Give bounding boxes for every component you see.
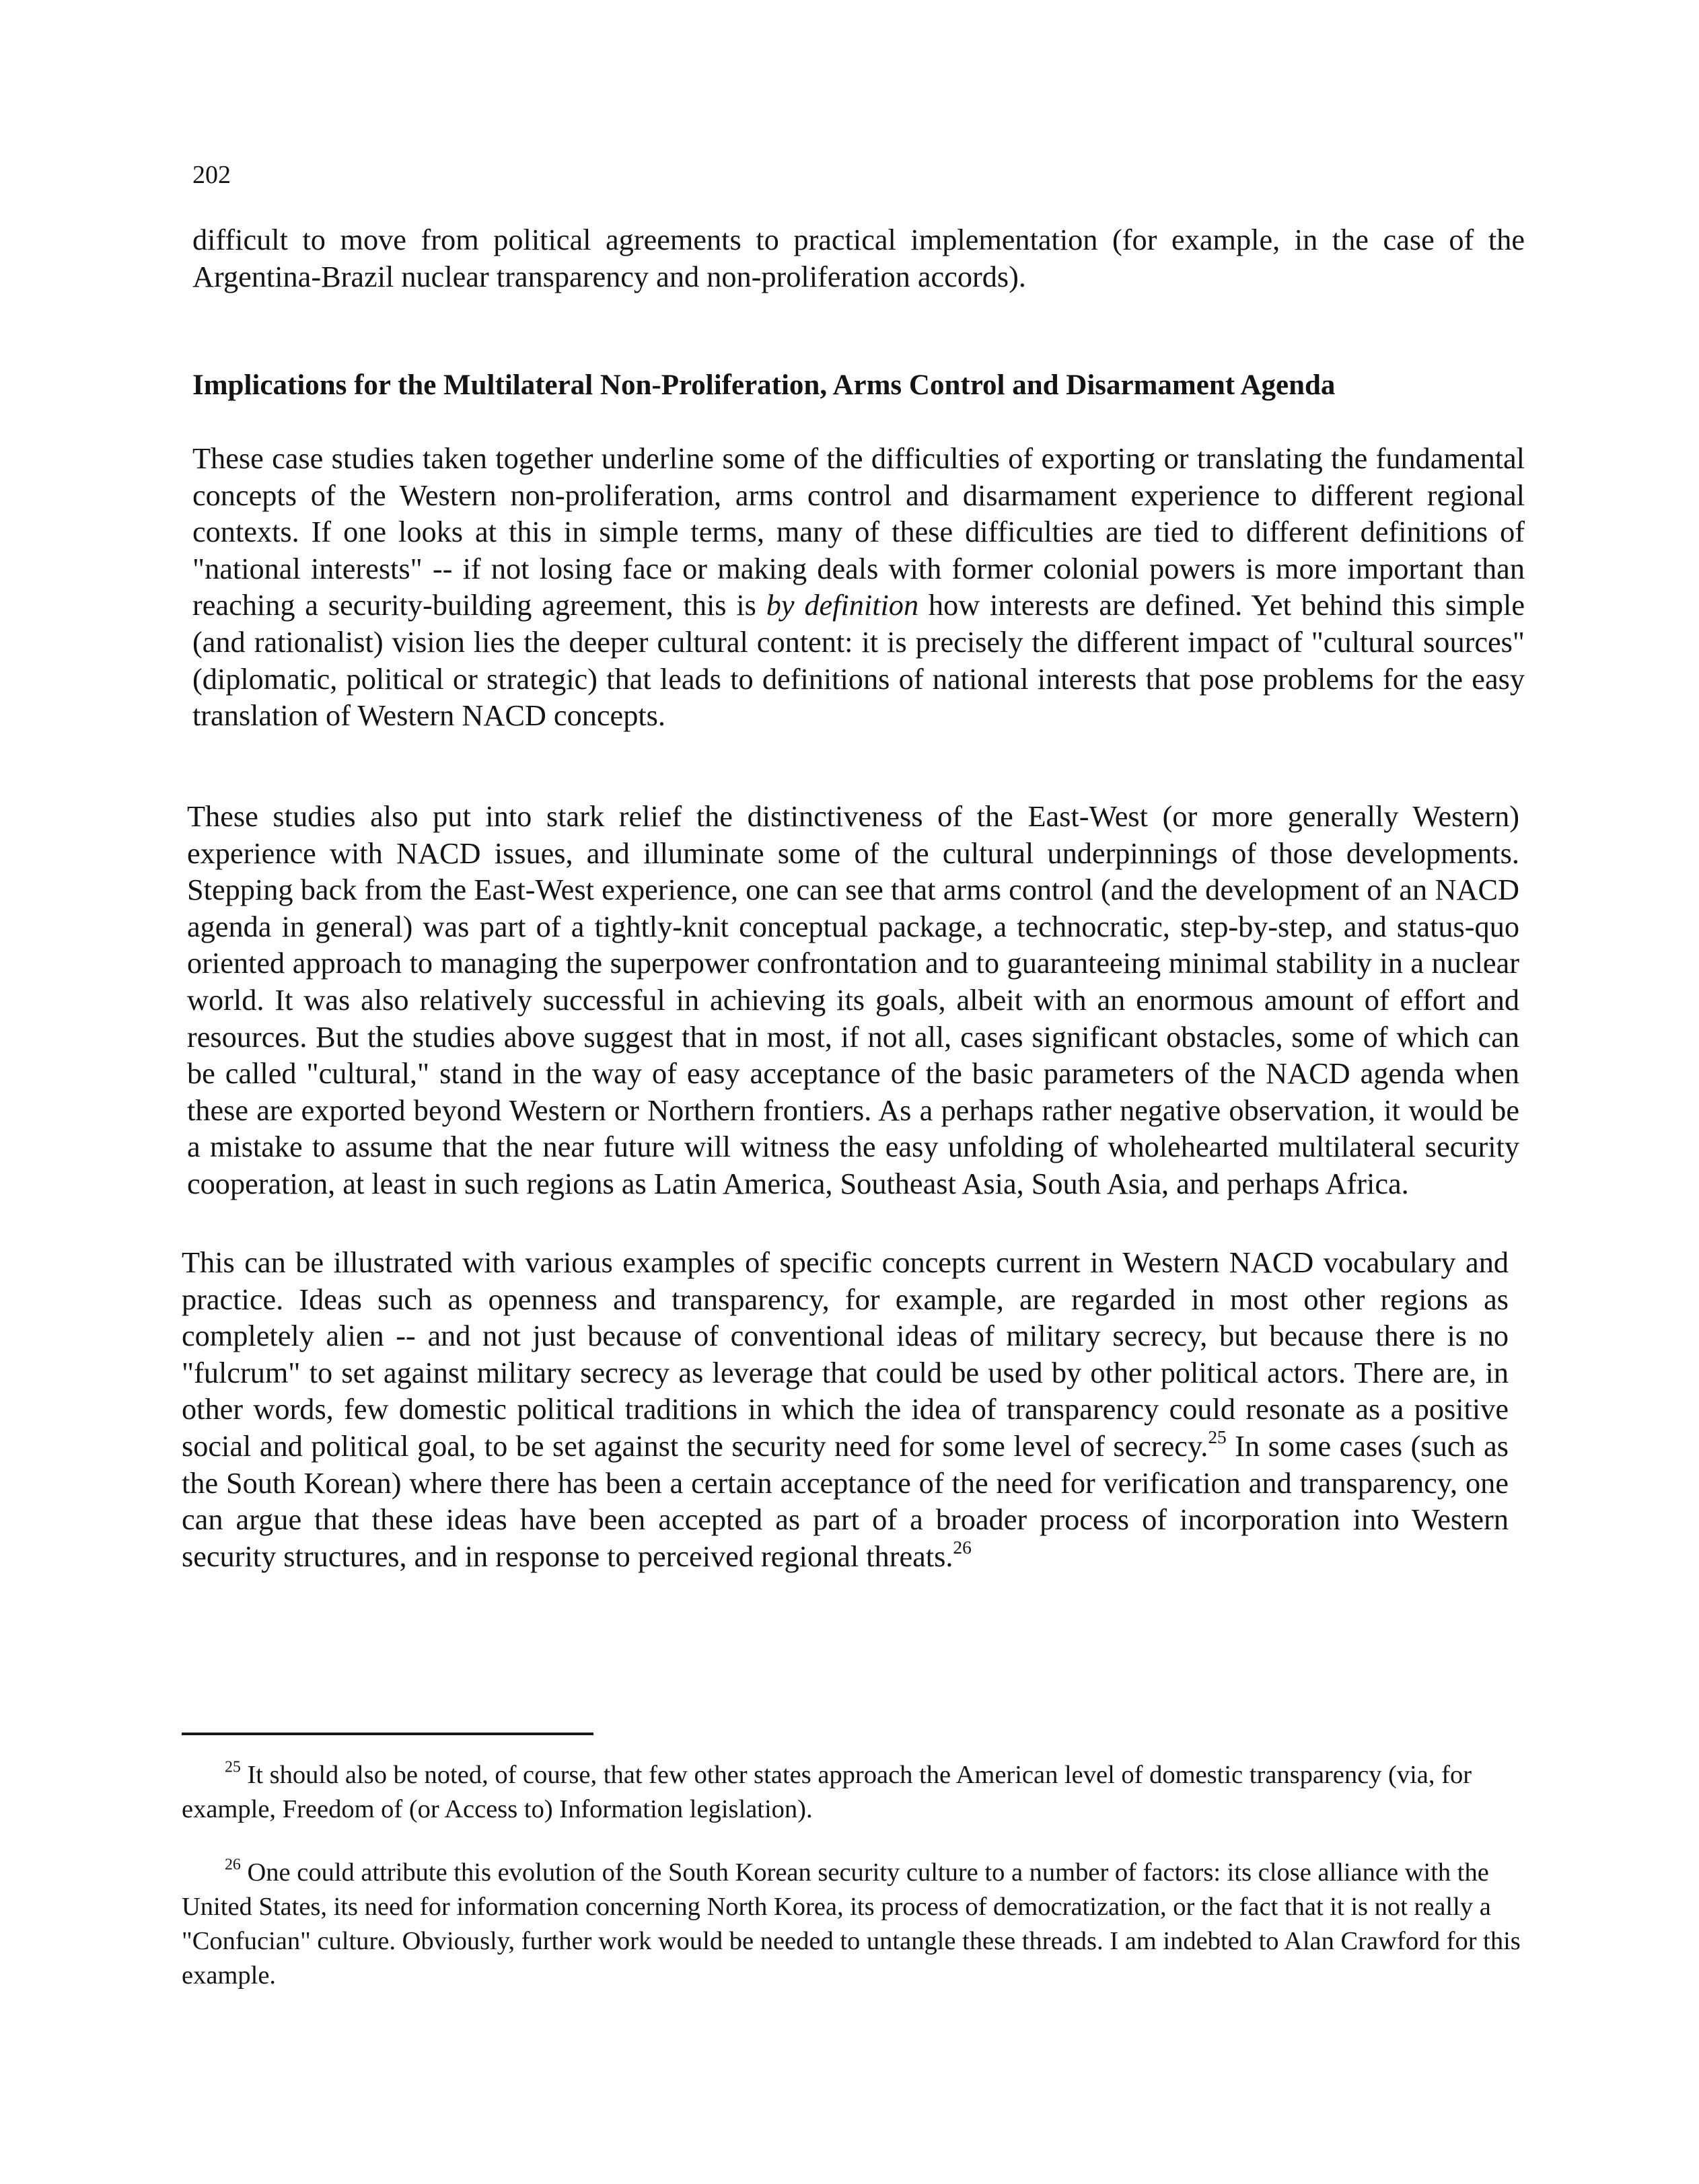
footnote-text: One could attribute this evolution of the South Korean security culture to a number of factors: its close alliance with the United States, its need for information concerning North Korea, its process of democratization, or the fact that it is not really a "Confucian" culture. Obviously, further work would be needed to untangle these threads. I am indebted to Alan Crawford for this example. [182, 1858, 1521, 1990]
footnote-26 [182, 1856, 1521, 1993]
footnote-reference[interactable]: 26 [953, 1537, 972, 1558]
footnote-divider [182, 1733, 593, 1735]
page-number: 202 [192, 161, 231, 189]
paragraph-text: This can be illustrated with various examples of specific concepts current in Western NACD vocabulary and practice. Ideas such as openness and transparency, for example, are regarded in most other regions as completely alien -- and not just because of conventional ideas of military secrecy, but because there is no "fulcrum" to set against military secrecy as leverage that could be used by other political actors. There are, in other words, few domestic political traditions in which the idea of transparency could resonate as a positive social and political goal, to be set against the security need for some level of secrecy. [182, 1246, 1509, 1463]
footnote-text: It should also be noted, of course, that few other states approach the American level of domestic transparency (via, for example, Freedom of (or Access to) Information legislation). [182, 1761, 1472, 1823]
paragraph-text: In some cases (such as the South Korean) where there has been a certain acceptance of the need for verification and transparency, one can argue that these ideas have been accepted as part of a broader process of incorporation into Western security structures, and in response to perceived regional threats. [182, 1429, 1509, 1573]
footnote-number: 25 [225, 1758, 241, 1776]
paragraph-illustrated-examples [182, 1245, 1509, 1575]
footnote-25 [182, 1758, 1521, 1827]
footnote-number: 26 [225, 1856, 241, 1874]
paragraph-text: how interests are defined. Yet behind this simple (and rationalist) vision lies the deeper cultural content: it is precisely the different impact of "cultural sources" (diplomatic, political or strategic) that leads to definitions of national interests that pose problems for the easy translation of Western NACD concepts. [192, 589, 1525, 733]
paragraph-case-studies [192, 441, 1525, 735]
paragraph-stark-relief: These studies also put into stark relief the distinctiveness of the East-West (or more generally Western) experience with NACD issues, and illuminate some of the cultural underpinnings of those developments. Stepping back from the East-West experience, one can see that arms control (and the development of an NACD agenda in general) was part of a tightly-knit conceptual package, a technocratic, step-by-step, and status-quo oriented approach to managing the superpower confrontation and to guaranteeing minimal stability in a nuclear world. It was also relatively successful in achieving its goals, albeit with an enormous amount of effort and resources. But the studies above suggest that in most, if not all, cases significant obstacles, some of which can be called "cultural," stand in the way of easy acceptance of the basic parameters of the NACD agenda when these are exported beyond Western or Northern frontiers. As a perhaps rather negative observation, it would be a mistake to assume that the near future will witness the easy unfolding of wholehearted multilateral security cooperation, at least in such regions as Latin America, Southeast Asia, South Asia, and perhaps Africa. [187, 800, 1519, 1200]
paragraph-text: These case studies taken together underline some of the difficulties of exporting or translating the fundamental concepts of the Western non-proliferation, arms control and disarmament experience to different regional contexts. If one looks at this in simple terms, many of these difficulties are tied to different definitions of "national interests" -- if not losing face or making deals with former colonial powers is more important than reaching a security-building agreement, this is [192, 442, 1525, 622]
continuation-paragraph: difficult to move from political agreements to practical implementation (for example, in the case of the Argentina-Brazil nuclear transparency and non-proliferation accords). [192, 223, 1525, 293]
section-heading: Implications for the Multilateral Non-Proliferation, Arms Control and Disarmament Agenda [192, 369, 1336, 401]
emphasis-text: by definition [766, 589, 919, 622]
footnote-reference[interactable]: 25 [1208, 1426, 1227, 1447]
